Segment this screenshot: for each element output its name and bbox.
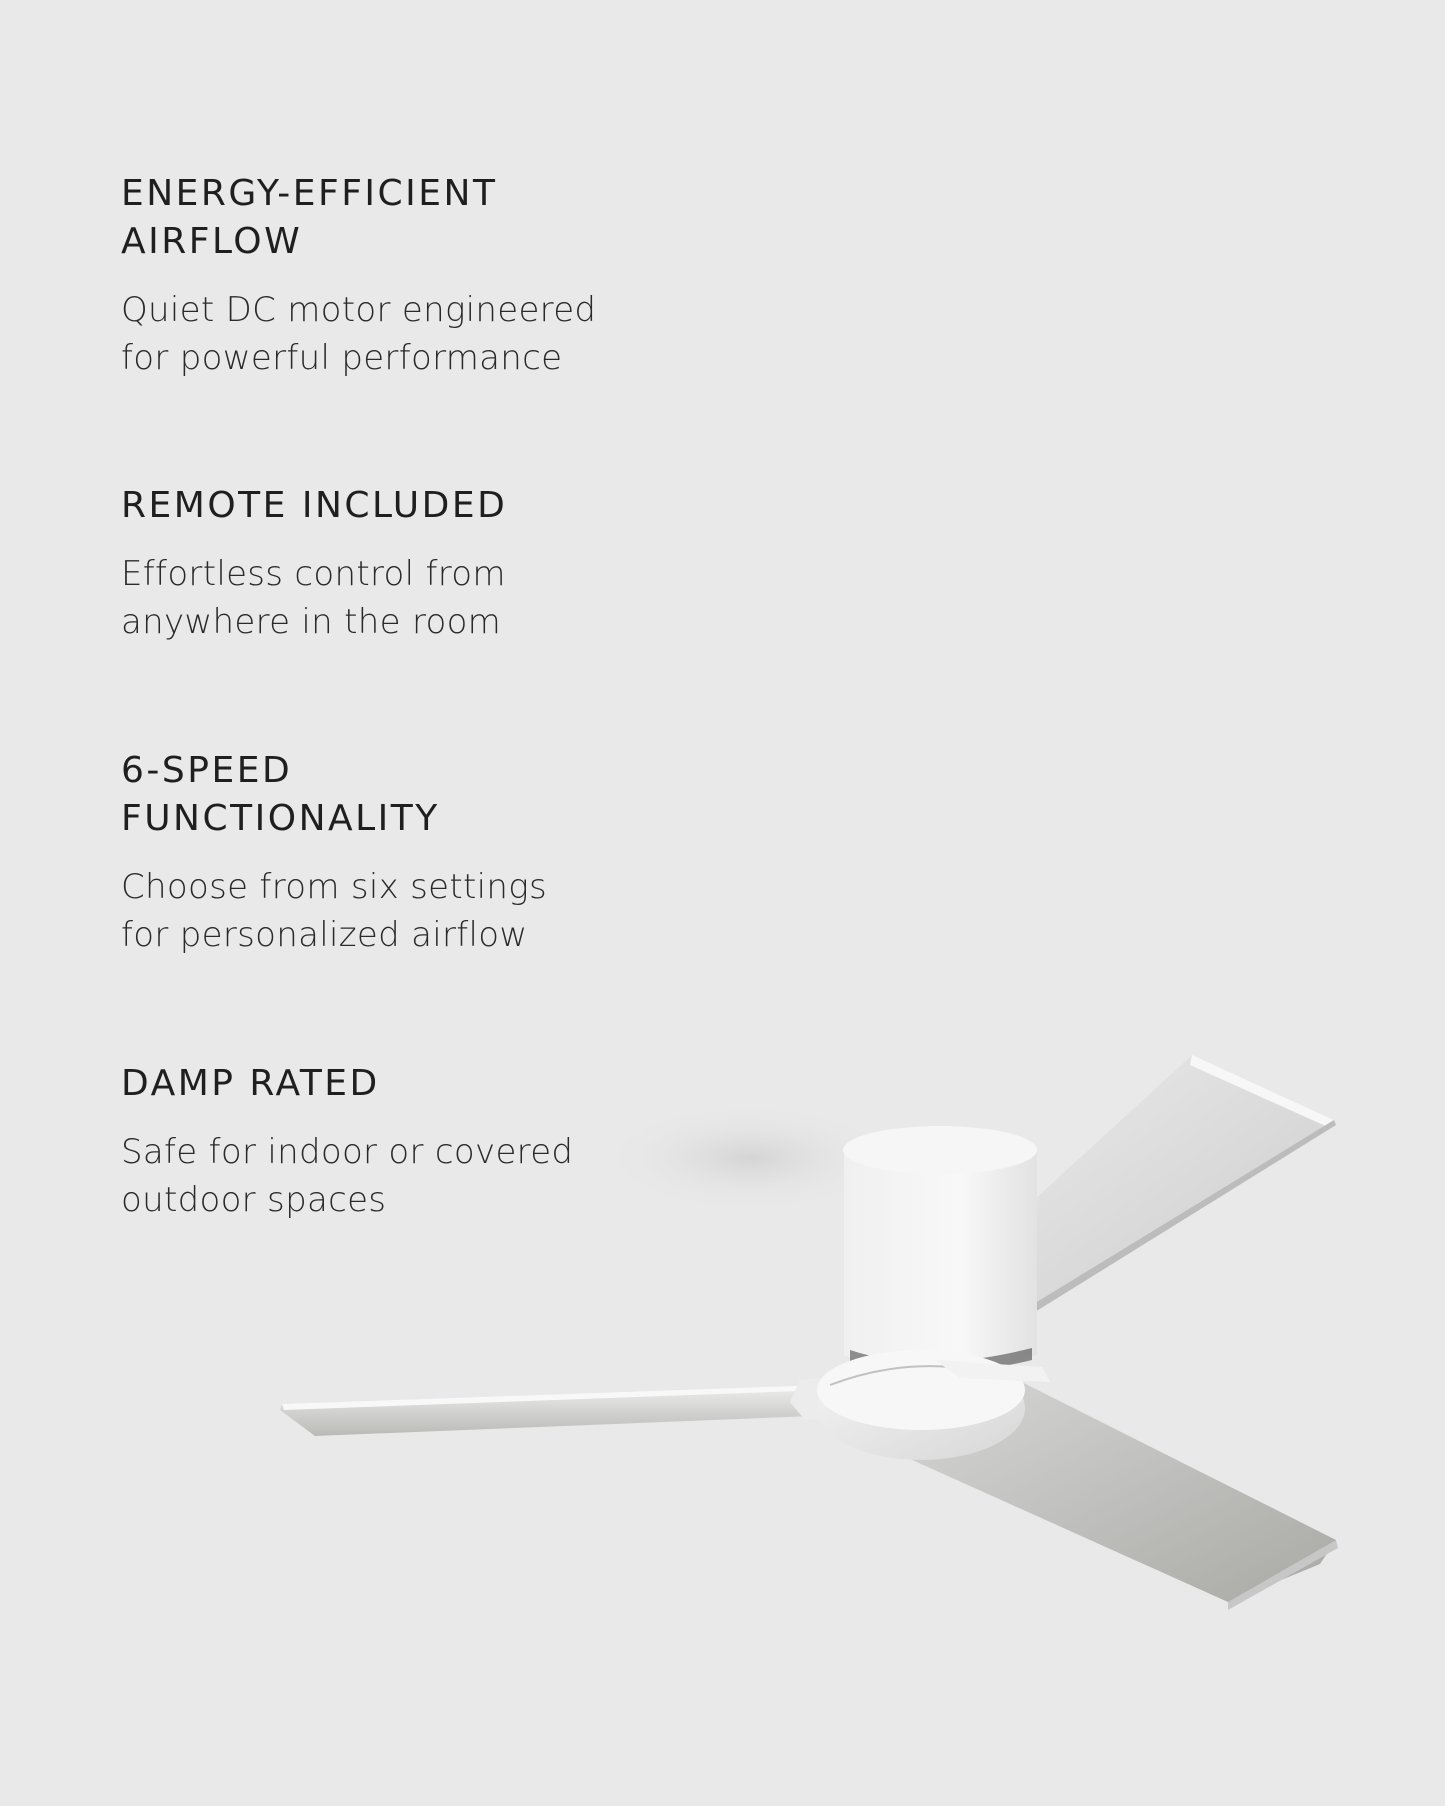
feature-remote-included (121, 482, 721, 646)
feature-description (121, 286, 721, 382)
feature-title-line: ENERGY-EFFICIENT (121, 173, 498, 214)
feature-description-line: outdoor spaces (121, 1180, 387, 1220)
feature-title (121, 747, 721, 843)
feature-description (121, 550, 721, 646)
fan-blade-left (280, 1375, 860, 1436)
feature-title-line: REMOTE INCLUDED (121, 485, 508, 526)
feature-title (121, 170, 721, 266)
feature-title-line: DAMP RATED (121, 1063, 380, 1104)
feature-title-line: 6-SPEED (121, 750, 293, 791)
feature-energy-efficient (121, 170, 721, 382)
feature-description (121, 863, 721, 959)
feature-description-line: anywhere in the room (121, 602, 502, 642)
feature-title (121, 482, 721, 530)
feature-description-line: Safe for indoor or covered (121, 1132, 574, 1172)
feature-description-line: for personalized airflow (121, 915, 528, 955)
feature-title-line: AIRFLOW (121, 221, 303, 262)
feature-title-line: FUNCTIONALITY (121, 798, 440, 839)
feature-description-line: for powerful performance (121, 338, 563, 378)
feature-description-line: Effortless control from (121, 554, 506, 594)
feature-description-line: Quiet DC motor engineered (121, 290, 597, 330)
fan-canopy (843, 1126, 1037, 1374)
feature-six-speed (121, 747, 721, 959)
ceiling-fan-icon (270, 1030, 1400, 1630)
feature-description-line: Choose from six settings (121, 867, 547, 907)
